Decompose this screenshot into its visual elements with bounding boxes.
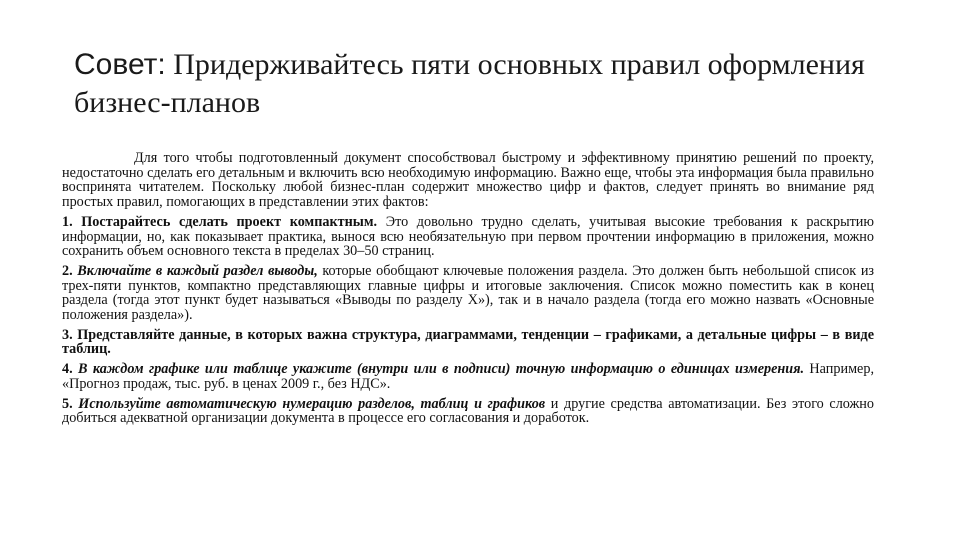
rule-item-2 [62, 264, 874, 323]
rule-number: 4. [62, 361, 73, 378]
rule-emphasis: В каждом графике или таблице укажите (внутри или в подписи) точную информацию о единицах измерения. [78, 361, 805, 378]
rule-emphasis: Представляйте данные, в которых важна структура, диаграммами, тенденции – графиками, а детальные цифры – в виде таблиц. [62, 326, 874, 358]
title-text: Придерживайтесь пяти основных правил оформления бизнес-планов [74, 48, 865, 119]
rule-text: которые обобщают ключевые положения раздела. Это должен быть небольшой список из трех-пяти пунктов, компактно представляющих главные цифры и итоговые заключения. Список можно поместить как в конец раздела (тогда этот пункт будет называться «Выводы по разделу X»), так и в начало раздела (тогда его можно назвать «Основные положения раздела»). [62, 262, 875, 324]
intro-paragraph: Для того чтобы подготовленный документ способствовал быстрому и эффективному принятию решений по проекту, недостаточно сделать его детальным и включить всю необходимую информацию. Важно еще, чтобы эта информация была правильно воспринята читателем. Поскольку любой бизнес-план содержит множество цифр и фактов, следует принять во внимание ряд простых правил, помогающих в представлении этих фактов: [62, 150, 874, 211]
rule-number: 1. [62, 213, 73, 230]
rule-item-3 [62, 328, 874, 357]
rule-emphasis: Постарайтесь сделать проект компактным. [81, 213, 378, 230]
rule-item-5 [62, 397, 874, 426]
rule-number: 2. [62, 262, 73, 279]
rule-text: Это довольно трудно сделать, учитывая высокие требования к раскрытию информации, но, как показывает практика, вынося всю необязательную при первом прочтении информацию в приложения, можно сохранить объем основного текста в пределах 30–50 страниц. [62, 213, 875, 260]
rule-text: Например, «Прогноз продаж, тыс. руб. в ценах 2009 г., без НДС». [62, 361, 874, 392]
body-text [62, 151, 874, 426]
title-lead: Совет: [74, 48, 166, 81]
rule-number: 3. [62, 326, 73, 343]
rule-emphasis: Включайте в каждый раздел выводы, [77, 262, 318, 279]
rule-item-4 [62, 362, 874, 391]
rule-emphasis: Используйте автоматическую нумерацию разделов, таблиц и графиков [78, 395, 546, 412]
rule-item-1 [62, 215, 874, 259]
rule-number: 5. [62, 395, 73, 412]
rule-text: и другие средства автоматизации. Без этого сложно добиться адекватной организации документа в процессе его согласования и доработок. [62, 395, 874, 427]
slide-title [74, 46, 894, 122]
